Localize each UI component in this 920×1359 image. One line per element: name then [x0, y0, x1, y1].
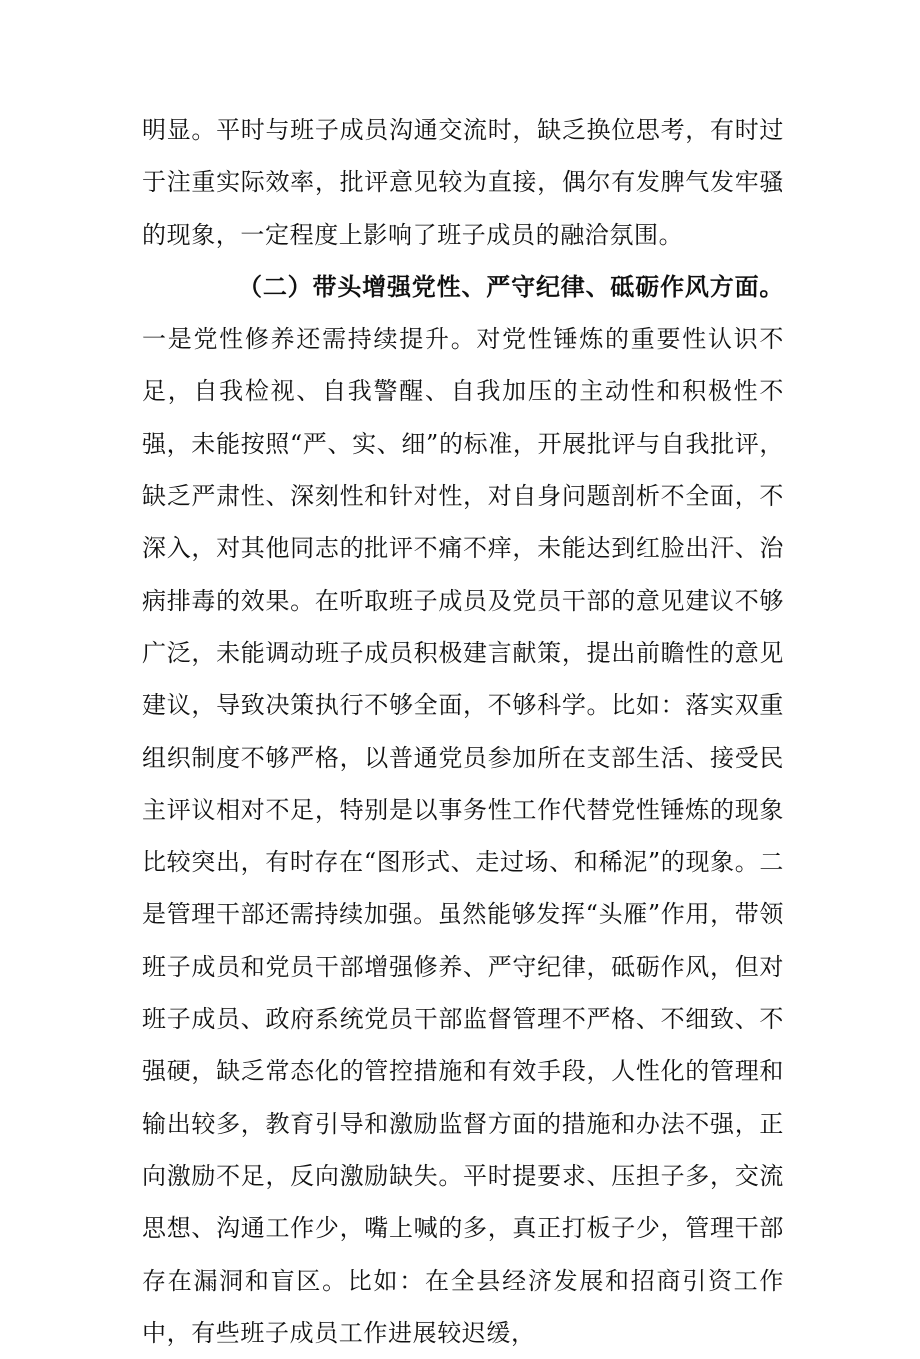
document-page: [142, 104, 784, 1359]
paragraph-continued: [142, 104, 784, 261]
section-2-paragraph: [142, 261, 784, 1359]
section-2-heading: （二）带头增强党性、严守纪律、砥砺作风方面。: [238, 271, 784, 301]
paragraph-text: 明显。平时与班子成员沟通交流时，缺乏换位思考，有时过于注重实际效率，批评意见较为直接，偶尔有发脾气发牢骚的现象，一定程度上影响了班子成员的融洽氛围。: [142, 116, 784, 249]
section-2-body: 一是党性修养还需持续提升。对党性锤炼的重要性认识不足，自我检视、自我警醒、自我加压的主动性和积极性不强，未能按照“严、实、细”的标准，开展批评与自我批评，缺乏严肃性、深刻性和针对性，对自身问题剖析不全面，不深入，对其他同志的批评不痛不痒，未能达到红脸出汗、治病排毒的效果。在听取班子成员及党员干部的意见建议不够广泛，未能调动班子成员积极建言献策，提出前瞻性的意见建议，导致决策执行不够全面，不够科学。比如：落实双重组织制度不够严格，以普通党员参加所在支部生活、接受民主评议相对不足，特别是以事务性工作代替党性锤炼的现象比较突出，有时存在“图形式、走过场、和稀泥”的现象。二是管理干部还需持续加强。虽然能够发挥“头雁”作用，带领班子成员和党员干部增强修养、严守纪律，砥砺作风，但对班子成员、政府系统党员干部监督管理不严格、不细致、不强硬，缺乏常态化的管控措施和有效手段，人性化的管理和输出较多，教育引导和激励监督方面的措施和办法不强，正向激励不足，反向激励缺失。平时提要求、压担子多，交流思想、沟通工作少，嘴上喊的多，真正打板子少，管理干部存在漏洞和盲区。比如：在全县经济发展和招商引资工作中，有些班子成员工作进展较迟缓，: [142, 325, 784, 1347]
